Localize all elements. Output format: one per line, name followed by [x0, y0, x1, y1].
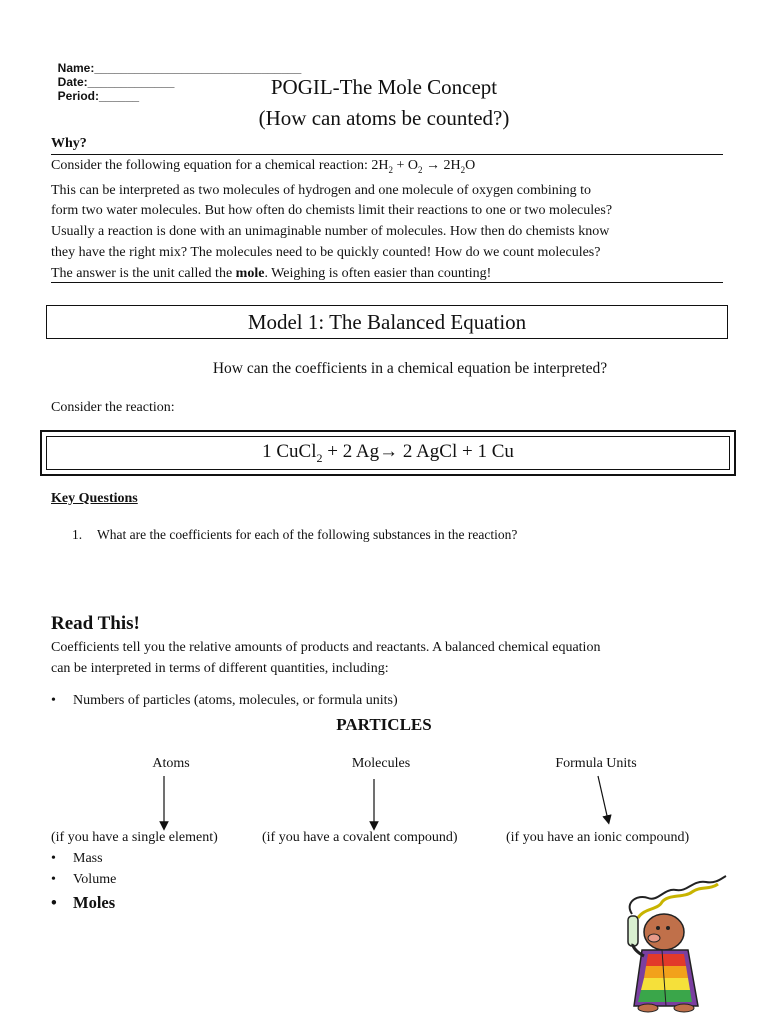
smoke-swirl [638, 884, 718, 918]
why-line: they have the right mix? The molecules need to be quickly counted! How do we count molecules? [51, 244, 601, 260]
name-field[interactable]: Name:_______________________________ [57, 61, 302, 75]
key-questions-heading: Key Questions [51, 491, 138, 506]
model-question: How can the coefficients in a chemical equation be interpreted? [212, 360, 608, 377]
read-this-line: Coefficients tell you the relative amounts of products and reactants. A balanced chemical equation [51, 640, 601, 655]
balanced-equation: 1 CuCl$_2$ + 2 Ag→ 2 AgCl + 1 Cu [46, 436, 730, 470]
date-field[interactable]: Date:_____________ [57, 75, 175, 89]
page-subtitle: (How can atoms be counted?) [258, 106, 510, 130]
why-line-equation: Consider the following equation for a chemical reaction: $2H_2 + O_2 \to 2H_2O$ [51, 158, 476, 175]
bullet-mass: • Mass [51, 851, 103, 866]
mole-scientist-illustration [614, 874, 734, 1014]
bullet-particles: • Numbers of particles (atoms, molecules, or formula units) [51, 693, 398, 708]
why-line-last: The answer is the unit called the mole. Weighing is often easier than counting! [51, 265, 492, 281]
why-line: Usually a reaction is done with an unimaginable number of molecules. How then do chemists know [51, 224, 610, 240]
consider-reaction-label: Consider the reaction: [51, 400, 175, 415]
arrow-down-icon [598, 776, 608, 820]
why-line: This can be interpreted as two molecules of hydrogen and one molecule of oxygen combining to [51, 182, 592, 198]
particles-title: PARTICLES [336, 715, 432, 734]
why-heading: Why? [51, 136, 87, 151]
why-line: form two water molecules. But how often do chemists limit their reactions to one or two molecules? [51, 203, 613, 219]
bullet-volume: • Volume [51, 872, 117, 887]
particle-type-formula-units: Formula Units [555, 756, 637, 771]
note-covalent-compound: (if you have a covalent compound) [262, 830, 458, 845]
bullet-icon: • [51, 693, 56, 708]
bullet-icon: • [51, 893, 57, 912]
mole-term: mole [235, 265, 265, 281]
note-ionic-compound: (if you have an ionic compound) [506, 830, 690, 845]
arrow-icon: → [379, 441, 399, 462]
bullet-moles: • Moles [51, 893, 116, 912]
bullet-icon: • [51, 851, 56, 866]
read-this-heading: Read This! [51, 613, 140, 634]
bullet-icon: • [51, 872, 56, 887]
page-title: POGIL-The Mole Concept [270, 75, 498, 99]
particle-type-molecules: Molecules [351, 756, 411, 771]
model-heading: Model 1: The Balanced Equation [247, 310, 527, 334]
particle-type-atoms: Atoms [152, 756, 190, 771]
test-tube [628, 916, 638, 946]
question-text: What are the coefficients for each of the following substances in the reaction? [97, 527, 518, 542]
read-this-line: can be interpreted in terms of different quantities, including: [51, 660, 389, 676]
mole-head [644, 914, 684, 950]
period-field[interactable]: Period:______ [57, 89, 140, 103]
note-single-element: (if you have a single element) [51, 830, 218, 845]
question-number: 1. [72, 527, 83, 542]
